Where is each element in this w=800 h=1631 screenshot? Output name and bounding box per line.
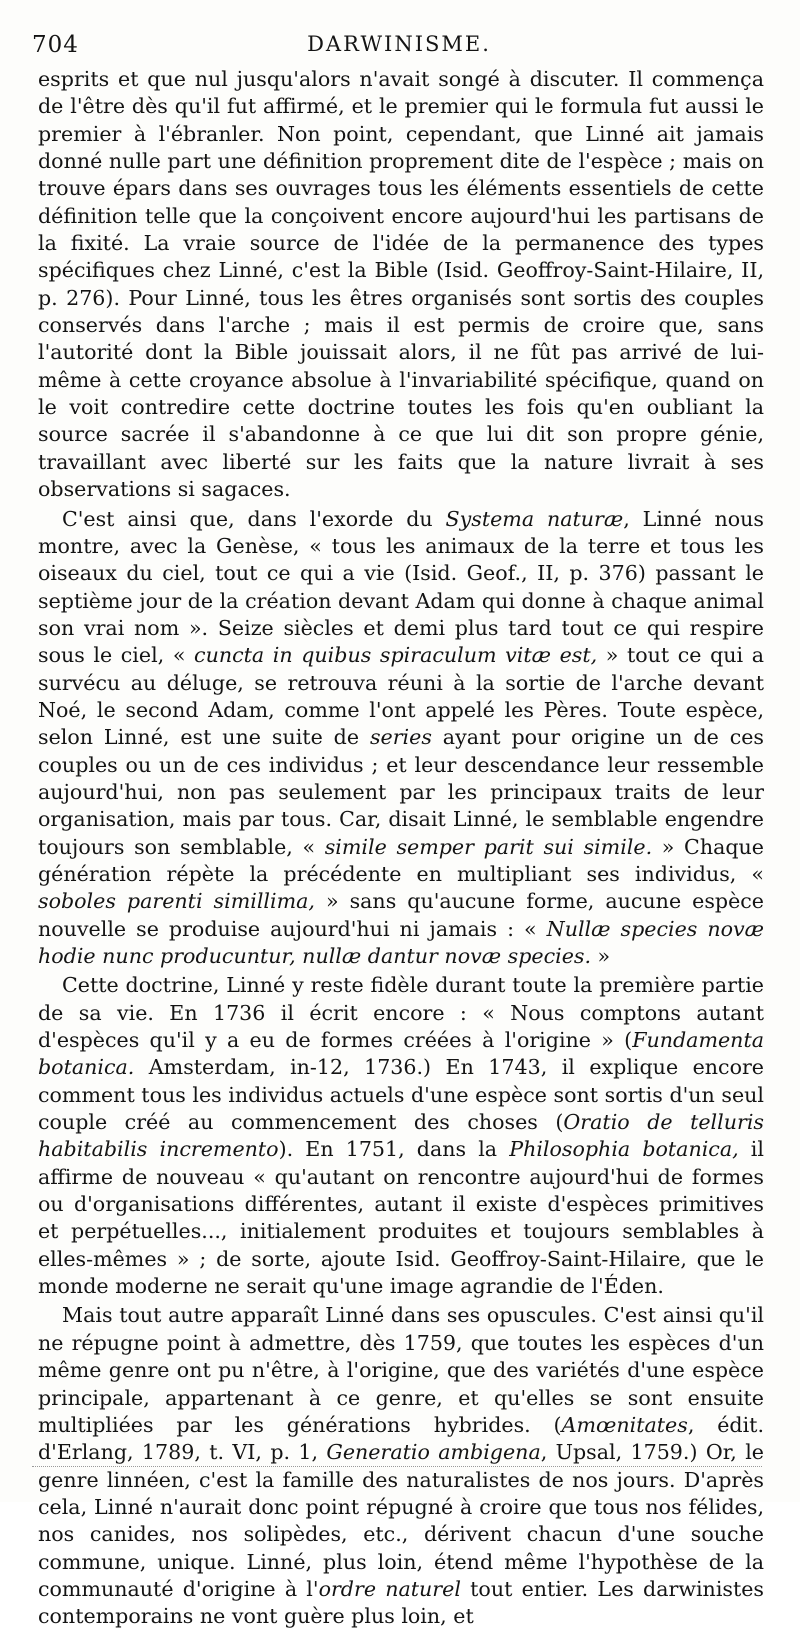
running-title: DARWINISME. (307, 32, 491, 56)
page-header (32, 32, 766, 62)
text-run: il affirme de nouveau « qu'autant on rencontre aujourd'hui de formes ou d'organisations différentes, autant il existe d'espèces primitives et perpétuelles..., initialement produites et toujours semblables à elles-mêmes » ; de sorte, ajoute Isid. Geoffroy-Saint-Hilaire, que le monde moderne ne serait qu'une image agrandie de l'Éden. (38, 1137, 764, 1299)
latin-quote: cuncta in quibus spiraculum vitæ est, (194, 643, 598, 668)
italic-term-ordre-naturel: ordre naturel (318, 1576, 461, 1601)
text-run: » tout ce qui a survécu au déluge, se retrouva réuni à la sortie de l'arche devant Noé, le second Adam, comme l'ont appelé les Pères. Toute espèce, selon Linné, est une suite de (38, 643, 765, 750)
latin-quote: simile semper parit sui simile. (324, 834, 653, 859)
paragraph-3 (38, 972, 764, 1300)
italic-term: series (369, 725, 432, 750)
italic-title-systema-naturae: Systema naturæ (445, 506, 624, 531)
page-number: 704 (32, 32, 79, 58)
italic-title-philosophia-botanica: Philosophia botanica, (509, 1137, 739, 1162)
text-run: Mais tout autre apparaît Linné dans ses opuscules. C'est ainsi qu'il ne répugne point à admettre, dès 1759, que toutes les espèces d'un même genre ont pu n'être, à l'origine, que des variétés d'une espèce principale, appartenant à ce genre, et qu'elles se sont ensuite multipliées par les générations hybrides. ( (38, 1303, 764, 1437)
paragraph-1 (38, 66, 764, 504)
latin-quote: Nullæ species novæ hodie nunc producuntur, nullæ dantur novæ species. (38, 916, 764, 968)
text-run: , édit. d'Erlang, 1789, t. VI, p. 1, (38, 1412, 765, 1465)
italic-title-amoenitates: Amœnitates (561, 1412, 688, 1437)
italic-title-generatio-ambigena: Generatio ambigena (326, 1440, 541, 1465)
text-run: , Upsal, 1759.) Or, le genre linnéen, c'est la famille des naturalistes de nos jours. D'après cela, Linné n'aurait donc point répugné à croire que tous nos félides, nos canides, nos solipèdes, etc., dérivent chacun d'une souche commune, unique. Linné, plus loin, étend même l'hypothèse de la communauté d'origine à l' (38, 1440, 764, 1601)
text-run: C'est ainsi que, dans l'exorde du (62, 506, 446, 531)
italic-title-oratio: Oratio de telluris habitabilis incremento (38, 1110, 764, 1162)
paragraph-2 (38, 506, 764, 971)
text-run: » Chaque génération répète la précédente en multipliant ses individus, « (38, 834, 764, 886)
text-run: » (591, 944, 611, 968)
text-run: Cette doctrine, Linné y reste fidèle durant toute la première partie de sa vie. En 1736 il écrit encore : « Nous comptons autant d'espèces qu'il y a eu de formes créées à l'origine » ( (38, 973, 764, 1053)
text-run: Amsterdam, in-12, 1736.) En 1743, il explique encore comment tous les individus actuels d'une espèce sont sortis d'un seul couple créé au commencement des choses ( (38, 1055, 764, 1135)
footer-rule (32, 1466, 762, 1467)
italic-title-fundamenta-botanica: Fundamenta botanica. (38, 1028, 764, 1080)
text-run: , Linné nous montre, avec la Genèse, « tous les animaux de la terre et tous les oiseaux du ciel, tout ce qui a vie (Isid. Geof., II, p. 376) passant le septième jour de la création devant Adam qui donne à chaque animal son vrai nom ». Seize siècles et demi plus tard tout ce qui respire sous le ciel, « (38, 506, 764, 668)
paragraph-1-text: esprits et que nul jusqu'alors n'avait songé à discuter. Il commença de l'être dès qu'il fut affirmé, et le premier qui le formula fut aussi le premier à l'ébranler. Non point, cependant, que Linné ait jamais donné nulle part une définition proprement dite de l'espèce ; mais on trouve épars dans ses ouvrages tous les éléments essentiels de cette définition telle que la conçoivent encore aujourd'hui les partisans de la fixité. La vraie source de l'idée de la permanence des types spécifiques chez Linné, c'est la Bible (Isid. Geoffroy-Saint-Hilaire, II, p. 276). Pour Linné, tous les êtres organisés sont sortis des couples conservés dans l'arche ; mais il est permis de croire que, sans l'autorité dont la Bible jouissait alors, il ne fût pas arrivé de lui-même à cette croyance absolue à l'invariabilité spécifique, quand on le voit contredire cette doctrine toutes les fois qu'en oubliant la source sacrée il s'abandonne à ce que lui dit son propre génie, travaillant avec liberté sur les faits que la nature livrait à ses observations si sagaces. (38, 67, 764, 502)
text-run: ayant pour origine un de ces couples ou un de ces individus ; et leur descendance leur ressemble aujourd'hui, non pas seulement par les principaux traits de leur organisation, mais par tous. Car, disait Linné, le semblable engendre toujours son semblable, « (38, 725, 764, 859)
text-run: ). En 1751, dans la (278, 1137, 510, 1162)
body-text (38, 66, 764, 1631)
latin-quote: soboles parenti simillima, (38, 889, 315, 914)
text-run: tout entier. Les darwinistes contemporains ne vont guère plus loin, et (38, 1576, 765, 1629)
text-run: » sans qu'aucune forme, aucune espèce nouvelle se produise aujourd'hui ni jamais : « (38, 889, 764, 941)
